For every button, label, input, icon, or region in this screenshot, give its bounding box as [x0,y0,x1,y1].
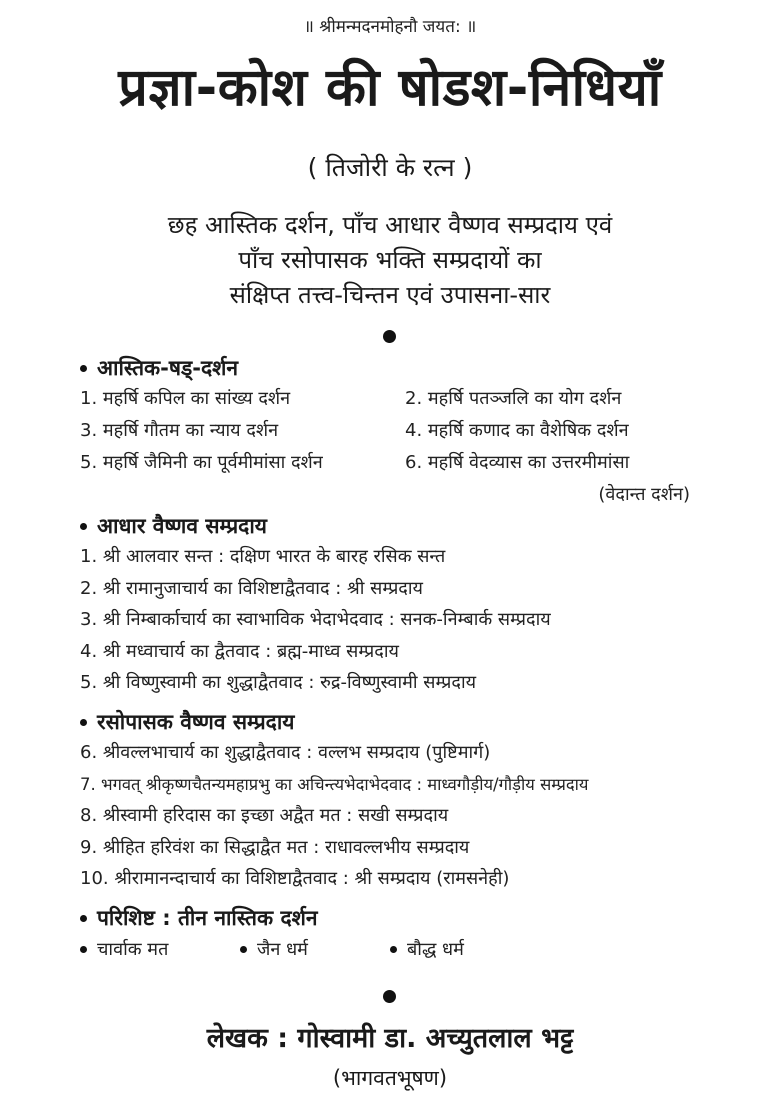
divider-dot-icon [383,330,396,343]
section-heading-text: आस्तिक-षड्-दर्शन [97,356,239,380]
bullet-icon [80,915,87,922]
section-heading [80,511,720,541]
section-heading [80,707,720,737]
divider-dot-icon [383,990,396,1003]
list-item: 10. श्रीरामानन्दाचार्य का विशिष्टाद्वैतवाद : श्री सम्प्रदाय (रामसनेही) [80,868,510,889]
list-item: 3. श्री निम्बार्काचार्य का स्वाभाविक भेदाभेदवाद : सनक-निम्बार्क सम्प्रदाय [80,609,551,630]
list-item: 8. श्रीस्वामी हरिदास का इच्छा अद्वैत मत : सखी सम्प्रदाय [80,805,449,826]
section-heading [80,903,720,933]
list-item: 6. महर्षि वेदव्यास का उत्तरमीमांसा [405,452,630,473]
list-item: 1. श्री आलवार सन्त : दक्षिण भारत के बारह रसिक सन्त [80,546,446,567]
list-item: बौद्ध धर्म [390,937,464,961]
description-line: संक्षिप्त तत्त्व-चिन्तन एवं उपासना-सार [229,281,551,309]
list-item: 5. श्री विष्णुस्वामी का शुद्धाद्वैतवाद : रुद्र-विष्णुस्वामी सम्प्रदाय [80,672,477,693]
list-item: 9. श्रीहित हरिवंश का सिद्धाद्वैत मत : राधावल्लभीय सम्प्रदाय [80,836,470,858]
author-title: (भागवतभूषण) [332,1066,448,1090]
list-item: चार्वाक मत [80,937,240,961]
list-item: 7. भगवत् श्रीकृष्णचैतन्यमहाप्रभु का अचिन्त्यभेदाभेदवाद : माध्वगौड़ीय/गौड़ीय सम्प्रदाय [80,774,589,794]
list-item: 1. महर्षि कपिल का सांख्य दर्शन [80,388,291,409]
section-adhar-vaishnav [80,511,720,699]
list-item: 2. श्री रामानुजाचार्य का विशिष्टाद्वैतवाद : श्री सम्प्रदाय [80,577,423,599]
list-item: 5. महर्षि जैमिनी का पूर्वमीमांसा दर्शन [80,452,323,473]
bullet-icon [80,365,87,372]
page-title: प्रज्ञा-कोश की षोडश-निधियाँ [118,58,662,118]
bullet-icon [240,946,247,953]
list-item: 2. महर्षि पतञ्जलि का योग दर्शन [405,388,622,409]
description-line: पाँच रसोपासक भक्ति सम्प्रदायों का [238,246,542,274]
list-item: 6. श्रीवल्लभाचार्य का शुद्धाद्वैतवाद : वल्लभ सम्प्रदाय (पुष्टिमार्ग) [80,742,491,763]
list-item: जैन धर्म [240,937,390,961]
section-parishisht [80,903,720,965]
darshan-grid [80,383,720,511]
invocation-line: ॥ श्रीमन्मदनमोहनौ जयत: ॥ [303,17,477,37]
list-item: 4. महर्षि कणाद का वैशेषिक दर्शन [405,420,629,441]
section-heading-text: रसोपासक वैष्णव सम्प्रदाय [97,710,295,734]
bullet-icon [80,946,87,953]
description-line: छह आस्तिक दर्शन, पाँच आधार वैष्णव सम्प्रदाय एवं [167,211,613,239]
list-item: 4. श्री मध्वाचार्य का द्वैतवाद : ब्रह्म-माध्व सम्प्रदाय [80,640,399,662]
bullet-icon [390,946,397,953]
section-astik-darshan [80,353,720,511]
section-heading-text: परिशिष्ट : तीन नास्तिक दर्शन [97,906,318,930]
section-heading-text: आधार वैष्णव सम्प्रदाय [97,514,267,538]
list-item: 3. महर्षि गौतम का न्याय दर्शन [80,420,279,441]
section-heading [80,353,720,383]
author-line: लेखक : गोस्वामी डा. अच्युतलाल भट्ट [206,1023,574,1054]
page-subtitle: ( तिजोरी के रत्न ) [307,153,473,182]
list-item-continuation: (वेदान्त दर्शन) [598,484,690,505]
bullet-icon [80,523,87,530]
bullet-icon [80,719,87,726]
nastik-darshan-list [80,933,720,965]
section-rasopasak-vaishnav [80,707,720,895]
description-block [0,208,780,313]
